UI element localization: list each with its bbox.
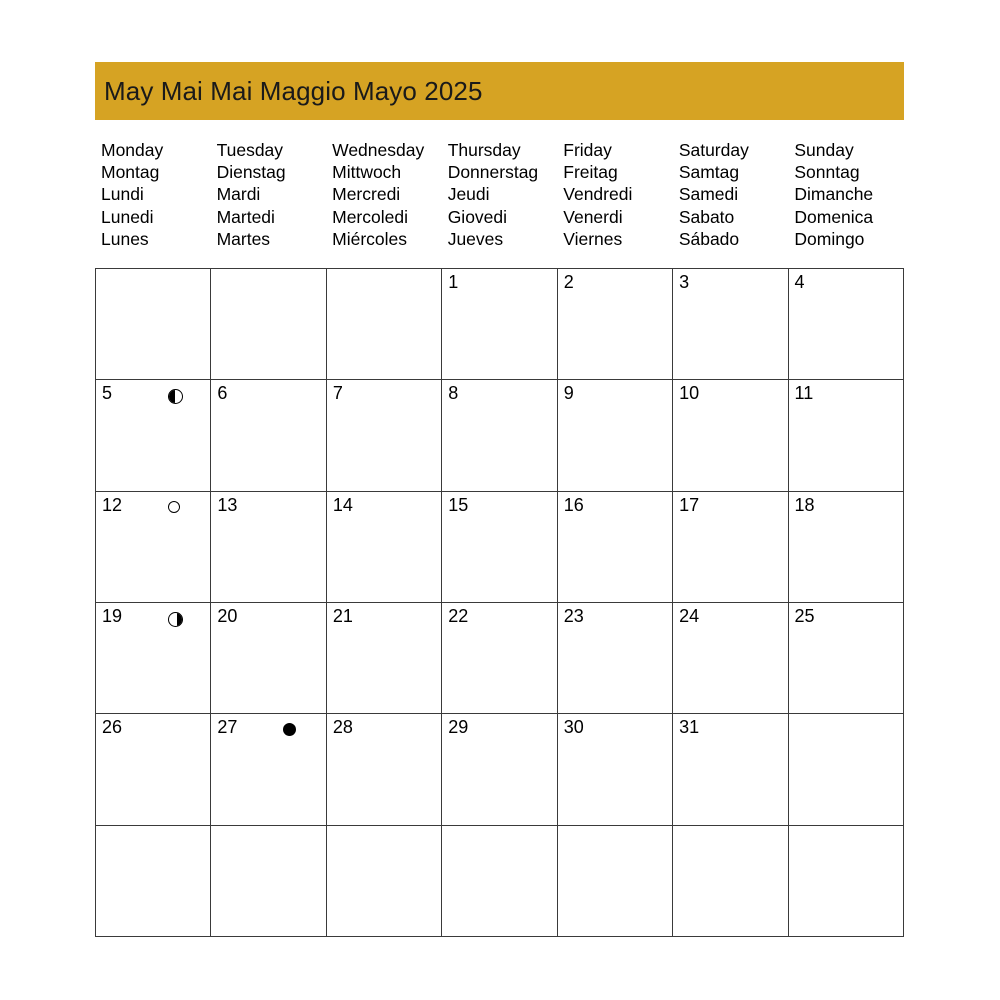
weekday-label-french: Mercredi	[332, 184, 401, 205]
day-number: 4	[794, 272, 805, 292]
day-cell-15[interactable]	[442, 492, 557, 603]
weekday-label-french: Vendredi	[563, 184, 633, 205]
day-number: 27	[217, 717, 238, 738]
day-number: 15	[448, 494, 469, 515]
moon-phase-slot	[168, 389, 186, 407]
moon-phase-slot	[283, 723, 301, 741]
weekday-label-italian: Domenica	[794, 206, 874, 227]
weekday-column-wednesday	[326, 139, 442, 250]
day-cell-14[interactable]	[327, 492, 442, 603]
day-cell-empty[interactable]	[442, 826, 557, 937]
calendar-week-row	[96, 714, 904, 825]
weekday-column-monday	[95, 139, 211, 250]
day-cell-empty[interactable]	[211, 826, 326, 937]
day-number: 22	[448, 605, 469, 626]
day-number: 7	[332, 383, 343, 404]
day-number: 26	[102, 717, 123, 738]
calendar-week-row	[96, 269, 904, 380]
page-title: May Mai Mai Maggio Mayo 2025	[104, 75, 483, 106]
weekday-label-italian: Martedi	[216, 206, 275, 227]
weekday-column-friday	[557, 139, 673, 250]
weekday-label-spanish: Viernes	[563, 228, 623, 249]
day-cell-10[interactable]	[673, 380, 788, 491]
weekday-label-italian: Mercoledi	[332, 206, 408, 227]
weekday-label-french: Samedi	[678, 184, 739, 205]
weekday-label-german: Samtag	[678, 162, 740, 183]
weekday-label-spanish: Martes	[216, 228, 271, 249]
weekday-label-spanish: Miércoles	[332, 228, 408, 249]
weekday-column-saturday	[673, 139, 789, 250]
weekday-label-spanish: Lunes	[101, 228, 149, 249]
day-number: 17	[679, 494, 700, 515]
day-cell-27[interactable]	[211, 714, 326, 825]
day-cell-11[interactable]	[789, 380, 904, 491]
day-number: 8	[448, 383, 459, 404]
day-cell-25[interactable]	[789, 603, 904, 714]
full-moon-icon	[168, 501, 180, 513]
weekday-column-thursday	[442, 139, 558, 250]
day-cell-26[interactable]	[96, 714, 211, 825]
weekday-label-french: Jeudi	[447, 184, 490, 205]
weekday-label-german: Montag	[101, 162, 160, 183]
day-number: 11	[794, 383, 814, 404]
day-cell-22[interactable]	[442, 603, 557, 714]
weekday-label-english: Monday	[101, 140, 164, 160]
weekday-label-english: Saturday	[678, 140, 749, 160]
weekday-label-spanish: Jueves	[447, 228, 504, 249]
day-number: 31	[679, 717, 700, 738]
month-title-band	[95, 62, 904, 120]
calendar-grid	[95, 268, 904, 937]
day-cell-empty[interactable]	[211, 269, 326, 380]
day-cell-7[interactable]	[327, 380, 442, 491]
weekday-label-german: Mittwoch	[332, 162, 402, 183]
day-cell-empty[interactable]	[789, 826, 904, 937]
weekday-label-spanish: Sábado	[678, 228, 740, 249]
last-quarter-moon-icon	[168, 389, 183, 404]
day-cell-empty[interactable]	[673, 826, 788, 937]
weekday-label-italian: Venerdi	[563, 206, 623, 227]
weekday-header-row	[95, 139, 904, 250]
day-cell-3[interactable]	[673, 269, 788, 380]
weekday-label-german: Dienstag	[216, 162, 286, 183]
day-number: 10	[679, 383, 700, 404]
calendar-week-row	[96, 492, 904, 603]
weekday-label-german: Sonntag	[794, 162, 860, 183]
day-number: 21	[332, 605, 353, 626]
weekday-label-french: Lundi	[101, 184, 144, 205]
day-cell-20[interactable]	[211, 603, 326, 714]
day-number: 16	[563, 494, 584, 515]
weekday-label-german: Freitag	[563, 162, 618, 183]
day-number: 5	[102, 383, 113, 404]
weekday-label-italian: Giovedi	[447, 206, 508, 227]
weekday-label-english: Wednesday	[332, 140, 425, 160]
day-number: 13	[217, 494, 238, 515]
calendar-week-row	[96, 826, 904, 937]
weekday-label-english: Sunday	[794, 140, 854, 160]
calendar-week-row	[96, 603, 904, 714]
day-cell-12[interactable]	[96, 492, 211, 603]
day-number: 2	[563, 272, 574, 292]
day-number: 14	[332, 494, 353, 515]
weekday-label-italian: Sabato	[678, 206, 735, 227]
day-cell-21[interactable]	[327, 603, 442, 714]
weekday-label-english: Friday	[563, 140, 612, 160]
day-cell-empty[interactable]	[789, 714, 904, 825]
day-cell-29[interactable]	[442, 714, 557, 825]
day-number: 1	[448, 272, 459, 292]
day-cell-9[interactable]	[558, 380, 673, 491]
day-cell-empty[interactable]	[96, 826, 211, 937]
day-cell-6[interactable]	[211, 380, 326, 491]
day-cell-28[interactable]	[327, 714, 442, 825]
day-number: 24	[679, 605, 700, 626]
day-number: 12	[102, 494, 123, 515]
day-number: 29	[448, 717, 469, 738]
day-cell-13[interactable]	[211, 492, 326, 603]
weekday-label-english: Thursday	[447, 140, 521, 160]
day-cell-1[interactable]	[442, 269, 557, 380]
day-cell-31[interactable]	[673, 714, 788, 825]
day-cell-24[interactable]	[673, 603, 788, 714]
weekday-label-french: Mardi	[216, 184, 261, 205]
weekday-label-spanish: Domingo	[794, 228, 865, 249]
day-number: 3	[679, 272, 690, 292]
day-number: 9	[563, 383, 574, 404]
weekday-label-french: Dimanche	[794, 184, 874, 205]
weekday-column-sunday	[788, 139, 904, 250]
day-cell-empty[interactable]	[558, 826, 673, 937]
day-number: 20	[217, 605, 238, 626]
day-cell-empty[interactable]	[327, 269, 442, 380]
weekday-column-tuesday	[211, 139, 327, 250]
day-cell-30[interactable]	[558, 714, 673, 825]
day-number: 25	[794, 605, 815, 626]
day-cell-empty[interactable]	[96, 269, 211, 380]
day-number: 28	[332, 717, 353, 738]
day-cell-19[interactable]	[96, 603, 211, 714]
day-number: 18	[794, 494, 815, 515]
weekday-label-english: Tuesday	[216, 140, 284, 160]
moon-phase-slot	[168, 612, 186, 630]
day-number: 30	[563, 717, 584, 738]
day-cell-empty[interactable]	[327, 826, 442, 937]
day-cell-2[interactable]	[558, 269, 673, 380]
day-cell-23[interactable]	[558, 603, 673, 714]
moon-phase-slot	[168, 501, 186, 519]
day-cell-5[interactable]	[96, 380, 211, 491]
day-cell-18[interactable]	[789, 492, 904, 603]
new-moon-icon	[283, 723, 296, 736]
first-quarter-moon-icon	[168, 612, 183, 627]
calendar-week-row	[96, 380, 904, 491]
weekday-label-german: Donnerstag	[447, 162, 539, 183]
weekday-label-italian: Lunedi	[101, 206, 154, 227]
day-number: 23	[563, 605, 584, 626]
day-number: 6	[217, 383, 228, 404]
day-cell-4[interactable]	[789, 269, 904, 380]
day-number: 19	[102, 605, 123, 626]
day-cell-17[interactable]	[673, 492, 788, 603]
day-cell-16[interactable]	[558, 492, 673, 603]
day-cell-8[interactable]	[442, 380, 557, 491]
